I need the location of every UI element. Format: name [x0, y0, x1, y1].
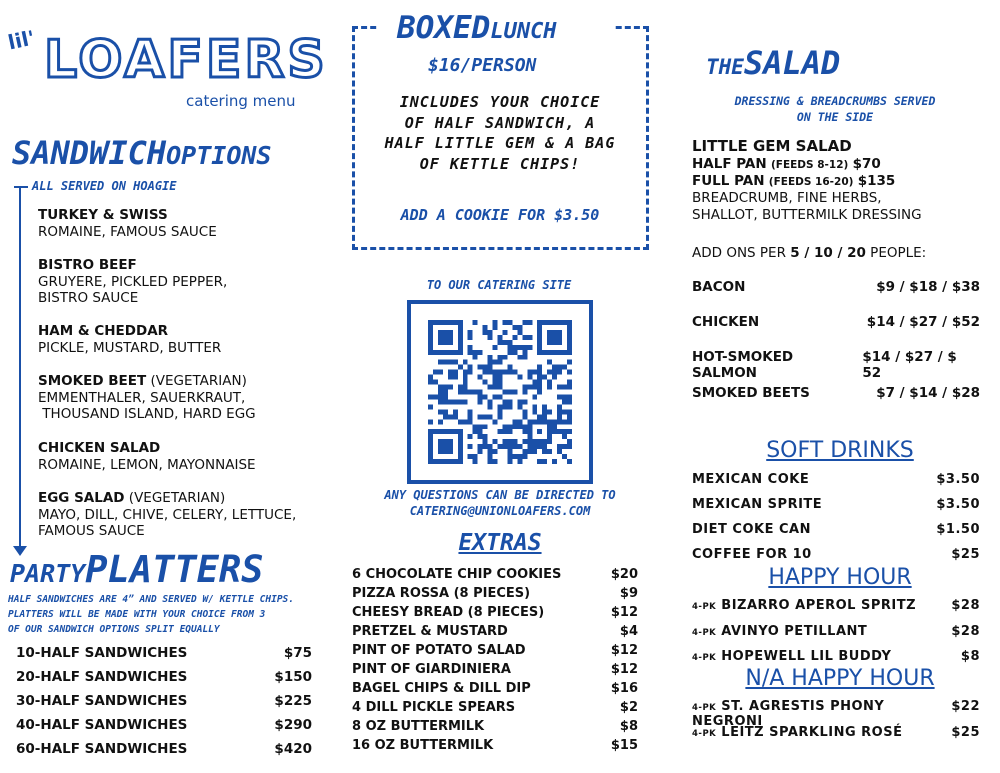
boxed-lunch-title [397, 10, 557, 46]
addon-price: $14 / $27 / $ 52 [862, 349, 957, 381]
extra-price: $2 [619, 700, 638, 715]
extra-price: $16 [610, 681, 638, 696]
platter-price: $290 [274, 717, 312, 733]
addon-price: $9 / $18 / $38 [876, 279, 980, 295]
pan-label: HALF PAN [692, 156, 767, 172]
drink-price: $28 [951, 598, 980, 613]
addon-label: SMOKED BEETS [692, 385, 810, 401]
sandwich-desc: ROMAINE, LEMON, MAYONNAISE [38, 456, 256, 473]
sandwich-item [38, 323, 221, 356]
drink-price: $8 [960, 649, 980, 664]
boxed-title-sub: LUNCH [490, 19, 557, 44]
platters-note-line: OF OUR SANDWICH OPTIONS SPLIT EQUALLY [8, 624, 220, 635]
drink-label: LEITZ SPARKLING ROSÉ [721, 725, 903, 740]
drink-row [692, 649, 980, 664]
pan-feeds: (FEEDS 8-12) [770, 159, 849, 171]
extra-label: 6 CHOCOLATE CHIP COOKIES [352, 567, 562, 582]
extra-row [352, 567, 638, 582]
salad-heading-sub: THE [706, 55, 744, 79]
platter-price: $225 [274, 693, 312, 709]
na-happy-hour-heading-text: N/A HAPPY HOUR [745, 666, 935, 691]
extra-row [352, 605, 638, 620]
addons-intro-text: ADD ONS PER [692, 245, 791, 261]
platter-label: 40-HALF SANDWICHES [16, 717, 188, 733]
boxed-price: $16/PERSON [428, 55, 537, 76]
drink-row [692, 497, 980, 512]
drink-row [692, 598, 980, 613]
extra-price: $20 [610, 567, 638, 582]
extra-price: $12 [610, 662, 638, 677]
sandwich-desc: GRUYERE, PICKLED PEPPER, [38, 273, 228, 290]
soft-drinks-heading [690, 438, 990, 463]
platters-note-line: HALF SANDWICHES ARE 4” AND SERVED W/ KETTLE CHIPS. [8, 594, 294, 605]
addons-intro-text: PEOPLE: [865, 245, 927, 261]
drink-price: $25 [951, 547, 980, 562]
addon-row [692, 385, 980, 401]
drink-row [692, 624, 980, 639]
platter-row [16, 717, 312, 733]
platter-price: $420 [274, 741, 312, 757]
salad-note-line: ON THE SIDE [796, 110, 874, 124]
sandwich-name: BISTRO BEEF [38, 257, 137, 273]
sandwich-arrow-line [19, 186, 21, 551]
platter-price: $150 [274, 669, 312, 685]
sandwich-item [38, 490, 296, 540]
platter-label: 10-HALF SANDWICHES [16, 645, 188, 661]
pan-label: FULL PAN [692, 173, 765, 189]
addon-label: BACON [692, 279, 746, 295]
extra-price: $8 [619, 719, 638, 734]
drink-row [692, 547, 980, 562]
drink-price: $3.50 [936, 497, 980, 512]
sandwich-item [38, 207, 217, 240]
platters-note-line: PLATTERS WILL BE MADE WITH YOUR CHOICE FROM 3 [8, 609, 266, 620]
salad-note [690, 93, 980, 125]
sandwich-name: CHICKEN SALAD [38, 440, 161, 456]
extra-label: PIZZA ROSSA (8 PIECES) [352, 586, 531, 601]
pack-size: 4-PK [692, 628, 717, 638]
qr-code[interactable] [407, 300, 593, 484]
extra-price: $15 [610, 738, 638, 753]
drink-price: $28 [951, 624, 980, 639]
pan-feeds: (FEEDS 16-20) [768, 176, 854, 188]
extra-row [352, 586, 638, 601]
platters-note [8, 592, 338, 637]
sandwich-note: ALL SERVED ON HOAGIE [32, 179, 177, 193]
platter-label: 60-HALF SANDWICHES [16, 741, 188, 757]
happy-hour-heading [690, 565, 990, 590]
happy-hour-heading-text: HAPPY HOUR [768, 565, 912, 590]
platter-row [16, 741, 312, 757]
sandwich-heading-main: SANDWICH [12, 134, 167, 172]
logo-wordmark: LOAFERS [44, 30, 328, 90]
logo-subtitle: catering menu [186, 92, 296, 110]
extra-label: PRETZEL & MUSTARD [352, 624, 508, 639]
salad-heading-main: SALAD [743, 44, 841, 82]
sandwich-item [38, 257, 227, 307]
addon-price: $7 / $14 / $28 [876, 385, 980, 401]
extras-heading-text: EXTRAS [458, 530, 542, 556]
sandwich-desc: FAMOUS SAUCE [38, 523, 145, 539]
pan-price: $135 [857, 173, 896, 189]
sandwich-name: TURKEY & SWISS [38, 207, 168, 223]
addon-label: CHICKEN [692, 314, 760, 330]
sandwich-desc: PICKLE, MUSTARD, BUTTER [38, 339, 222, 356]
boxed-title-main: BOXED [397, 10, 491, 46]
platters-heading [10, 548, 263, 591]
salad-description [692, 190, 922, 224]
extra-price: $9 [619, 586, 638, 601]
drink-price: $25 [951, 725, 980, 740]
pack-size: 4-PK [692, 729, 717, 739]
extra-price: $12 [610, 643, 638, 658]
pan-price: $70 [852, 156, 881, 172]
soft-drinks-heading-text: SOFT DRINKS [766, 438, 914, 463]
extra-label: CHEESY BREAD (8 PIECES) [352, 605, 545, 620]
salad-desc-line: BREADCRUMB, FINE HERBS, [692, 190, 882, 206]
platter-price: $75 [283, 645, 312, 661]
platter-row [16, 693, 312, 709]
extras-heading [352, 530, 648, 556]
platters-heading-sub: PARTY [10, 559, 86, 588]
addon-row [692, 349, 980, 381]
platter-label: 30-HALF SANDWICHES [16, 693, 188, 709]
salad-note-line: DRESSING & BREADCRUMBS SERVED [734, 94, 936, 108]
sandwich-name: HAM & CHEDDAR [38, 323, 169, 339]
contact-note-line: ANY QUESTIONS CAN BE DIRECTED TO [384, 488, 616, 502]
extra-label: 4 DILL PICKLE SPEARS [352, 700, 516, 715]
drink-label: BIZARRO APEROL SPRITZ [721, 598, 916, 613]
platter-label: 20-HALF SANDWICHES [16, 669, 188, 685]
extra-row [352, 643, 638, 658]
drink-price: $3.50 [936, 472, 980, 487]
platter-row [16, 669, 312, 685]
sandwich-desc: ROMAINE, FAMOUS SAUCE [38, 223, 217, 240]
boxed-desc-line: OF KETTLE CHIPS! [419, 154, 581, 173]
platter-row [16, 645, 312, 661]
qr-label: TO OUR CATERING SITE [426, 278, 572, 292]
extra-price: $12 [610, 605, 638, 620]
sandwich-desc: MAYO, DILL, CHIVE, CELERY, LETTUCE, [38, 506, 297, 523]
drink-row [692, 472, 980, 487]
salad-heading [706, 44, 840, 82]
extra-row [352, 738, 638, 753]
drink-label: MEXICAN COKE [692, 472, 810, 487]
contact-note [352, 487, 648, 519]
drink-label: DIET COKE CAN [692, 522, 811, 537]
extra-row [352, 681, 638, 696]
sandwich-tag: (VEGETARIAN) [124, 490, 226, 506]
boxed-description [364, 92, 636, 174]
drink-label: COFFEE FOR 10 [692, 547, 812, 562]
extra-label: 8 OZ BUTTERMILK [352, 719, 485, 734]
logo-prefix: lil' [5, 25, 37, 55]
sandwich-heading [12, 134, 271, 172]
sandwich-desc: THOUSAND ISLAND, HARD EGG [38, 406, 256, 422]
salad-desc-line: SHALLOT, BUTTERMILK DRESSING [692, 207, 922, 223]
pack-size: 4-PK [692, 653, 717, 663]
sandwich-item [38, 440, 256, 473]
full-pan-line [692, 173, 895, 191]
sandwich-desc: EMMENTHALER, SAUERKRAUT, [38, 389, 246, 406]
platters-heading-main: PLATTERS [85, 548, 264, 591]
drink-label: AVINYO PETILLANT [721, 624, 868, 639]
pack-size: 4-PK [692, 703, 717, 713]
addons-intro [692, 245, 926, 261]
drink-label: HOPEWELL LIL BUDDY [721, 649, 892, 664]
drink-price: $1.50 [936, 522, 980, 537]
half-pan-line [692, 156, 881, 174]
boxed-desc-line: HALF LITTLE GEM & A BAG [384, 134, 616, 152]
na-happy-hour-heading [690, 666, 990, 691]
sandwich-name: SMOKED BEET [38, 373, 147, 389]
extra-row [352, 662, 638, 677]
extra-row [352, 719, 638, 734]
salad-name: LITTLE GEM SALAD [692, 137, 852, 155]
drink-row [692, 522, 980, 537]
extra-label: PINT OF POTATO SALAD [352, 643, 526, 658]
boxed-desc-line: OF HALF SANDWICH, A [404, 113, 596, 132]
contact-email-link[interactable]: CATERING@UNIONLOAFERS.COM [409, 504, 591, 518]
boxed-cookie-addon: ADD A COOKIE FOR $3.50 [400, 206, 600, 224]
extra-row [352, 700, 638, 715]
addon-label: HOT-SMOKED SALMON [692, 349, 794, 381]
boxed-desc-line: INCLUDES YOUR CHOICE [399, 93, 601, 111]
drink-price: $22 [951, 699, 980, 714]
addon-row [692, 279, 980, 295]
extra-row [352, 624, 638, 639]
addons-intro-counts: 5 / 10 / 20 [790, 245, 866, 261]
drink-label: MEXICAN SPRITE [692, 497, 823, 512]
addon-row [692, 314, 980, 330]
sandwich-tag: (VEGETARIAN) [146, 373, 247, 389]
extra-price: $4 [619, 624, 638, 639]
drink-label: ST. AGRESTIS PHONY NEGRONI [692, 699, 885, 729]
addon-price: $14 / $27 / $52 [866, 314, 980, 330]
sandwich-desc: BISTRO SAUCE [38, 290, 139, 306]
qr-code-icon[interactable] [427, 320, 573, 464]
extra-label: BAGEL CHIPS & DILL DIP [352, 681, 531, 696]
sandwich-name: EGG SALAD [38, 490, 125, 506]
sandwich-arrow-tick [14, 186, 28, 188]
sandwich-item [38, 373, 256, 423]
extra-label: PINT OF GIARDINIERA [352, 662, 511, 677]
sandwich-heading-sub: OPTIONS [166, 141, 272, 170]
extra-label: 16 OZ BUTTERMILK [352, 738, 494, 753]
drink-row [692, 725, 980, 740]
pack-size: 4-PK [692, 602, 717, 612]
